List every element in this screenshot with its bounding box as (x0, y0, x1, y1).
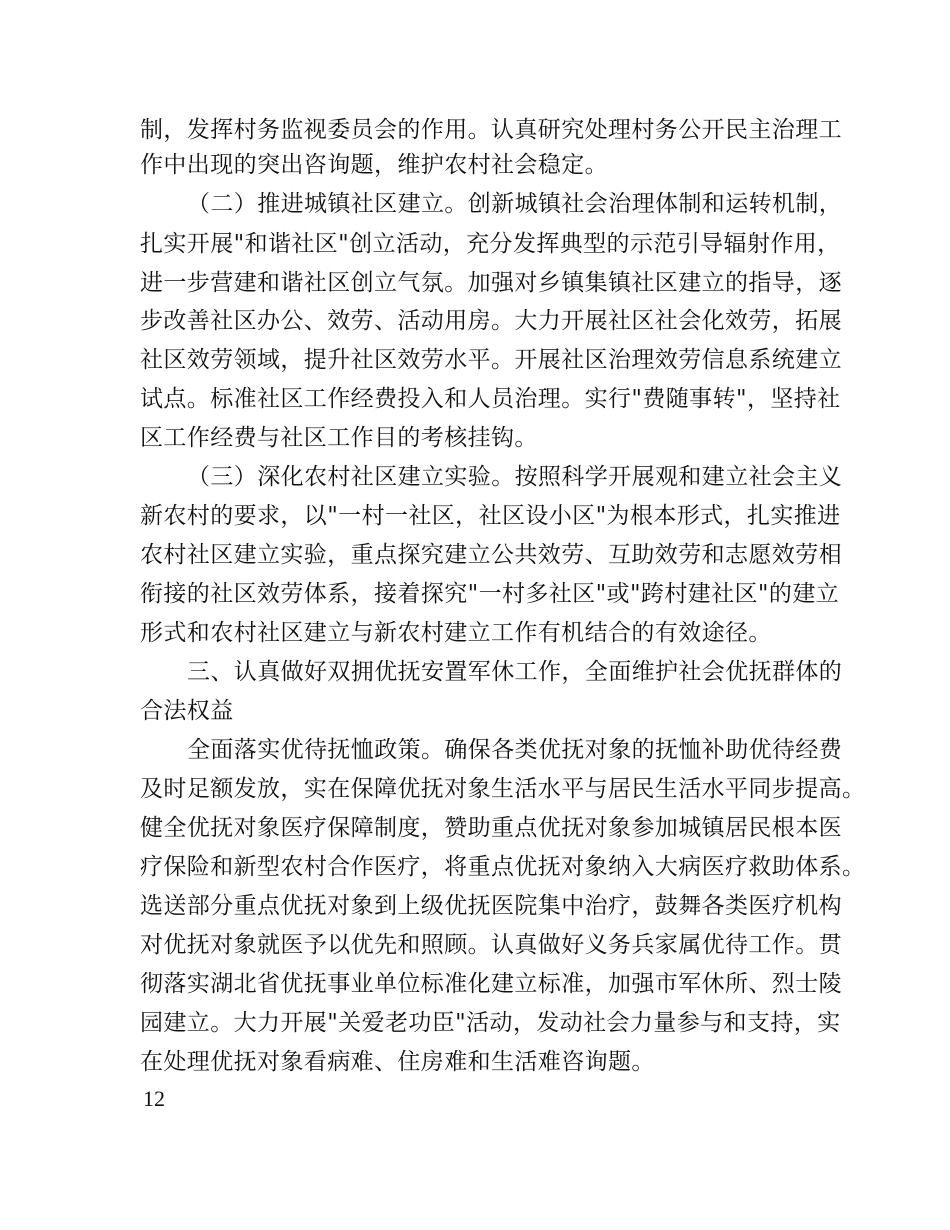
text-line: 新农村的要求，以"一村一社区，社区设小区"为根本形式，扎实推进 (140, 503, 841, 529)
text-line: 彻落实湖北省优抚事业单位标准化建立标准，加强市军休所、烈士陵 (140, 971, 842, 997)
text-line: 三、认真做好双拥优抚安置军休工作，全面维护社会优抚群体的 (187, 659, 843, 685)
text-line: 全面落实优待抚恤政策。确保各类优抚对象的抚恤补助优待经费 (187, 737, 843, 763)
text-line: 农村社区建立实验，重点探究建立公共效劳、互助效劳和志愿效劳相 (140, 542, 842, 568)
text-line: 健全优抚对象医疗保障制度，赞助重点优抚对象参加城镇居民根本医 (140, 815, 842, 841)
page-number: 12 (143, 1086, 165, 1111)
text-line: 衔接的社区效劳体系，接着探究"一村多社区"或"跨村建社区"的建立 (140, 581, 840, 607)
text-line: 对优抚对象就医予以优先和照顾。认真做好义务兵家属优待工作。贯 (140, 932, 842, 958)
text-line: 在处理优抚对象看病难、住房难和生活难咨询题。 (140, 1049, 655, 1075)
text-line: 选送部分重点优抚对象到上级优抚医院集中治疗，鼓舞各类医疗机构 (140, 893, 842, 919)
text-line: 疗保险和新型农村合作医疗，将重点优抚对象纳入大病医疗救助体系。 (140, 854, 866, 880)
text-line: 作中出现的突出咨询题，维护农村社会稳定。 (140, 152, 608, 178)
text-line: 及时足额发放，实在保障优抚对象生活水平与居民生活水平同步提高。 (140, 776, 866, 802)
text-line: 区工作经费与社区工作目的考核挂钩。 (140, 425, 538, 451)
text-line: 制，发挥村务监视委员会的作用。认真研究处理村务公开民主治理工 (140, 117, 842, 143)
text-line: 试点。标准社区工作经费投入和人员治理。实行"费随事转"，坚持社 (140, 386, 841, 412)
text-line: 步改善社区办公、效劳、活动用房。大力开展社区社会化效劳，拓展 (140, 308, 842, 334)
text-line: 合法权益 (140, 698, 234, 724)
text-line: 社区效劳领域，提升社区效劳水平。开展社区治理效劳信息系统建立 (140, 347, 842, 373)
text-line: 扎实开展"和谐社区"创立活动，充分发挥典型的示范引导辐射作用， (140, 231, 841, 257)
text-line: 形式和农村社区建立与新农村建立工作有机结合的有效途径。 (140, 620, 772, 646)
text-line: （三）深化农村社区建立实验。按照科学开展观和建立社会主义 (187, 464, 843, 490)
text-line: （二）推进城镇社区建立。创新城镇社会治理体制和运转机制， (187, 191, 843, 217)
text-line: 园建立。大力开展"关爱老功臣"活动，发动社会力量参与和支持，实 (140, 1010, 841, 1036)
text-line: 进一步营建和谐社区创立气氛。加强对乡镇集镇社区建立的指导，逐 (140, 270, 842, 296)
